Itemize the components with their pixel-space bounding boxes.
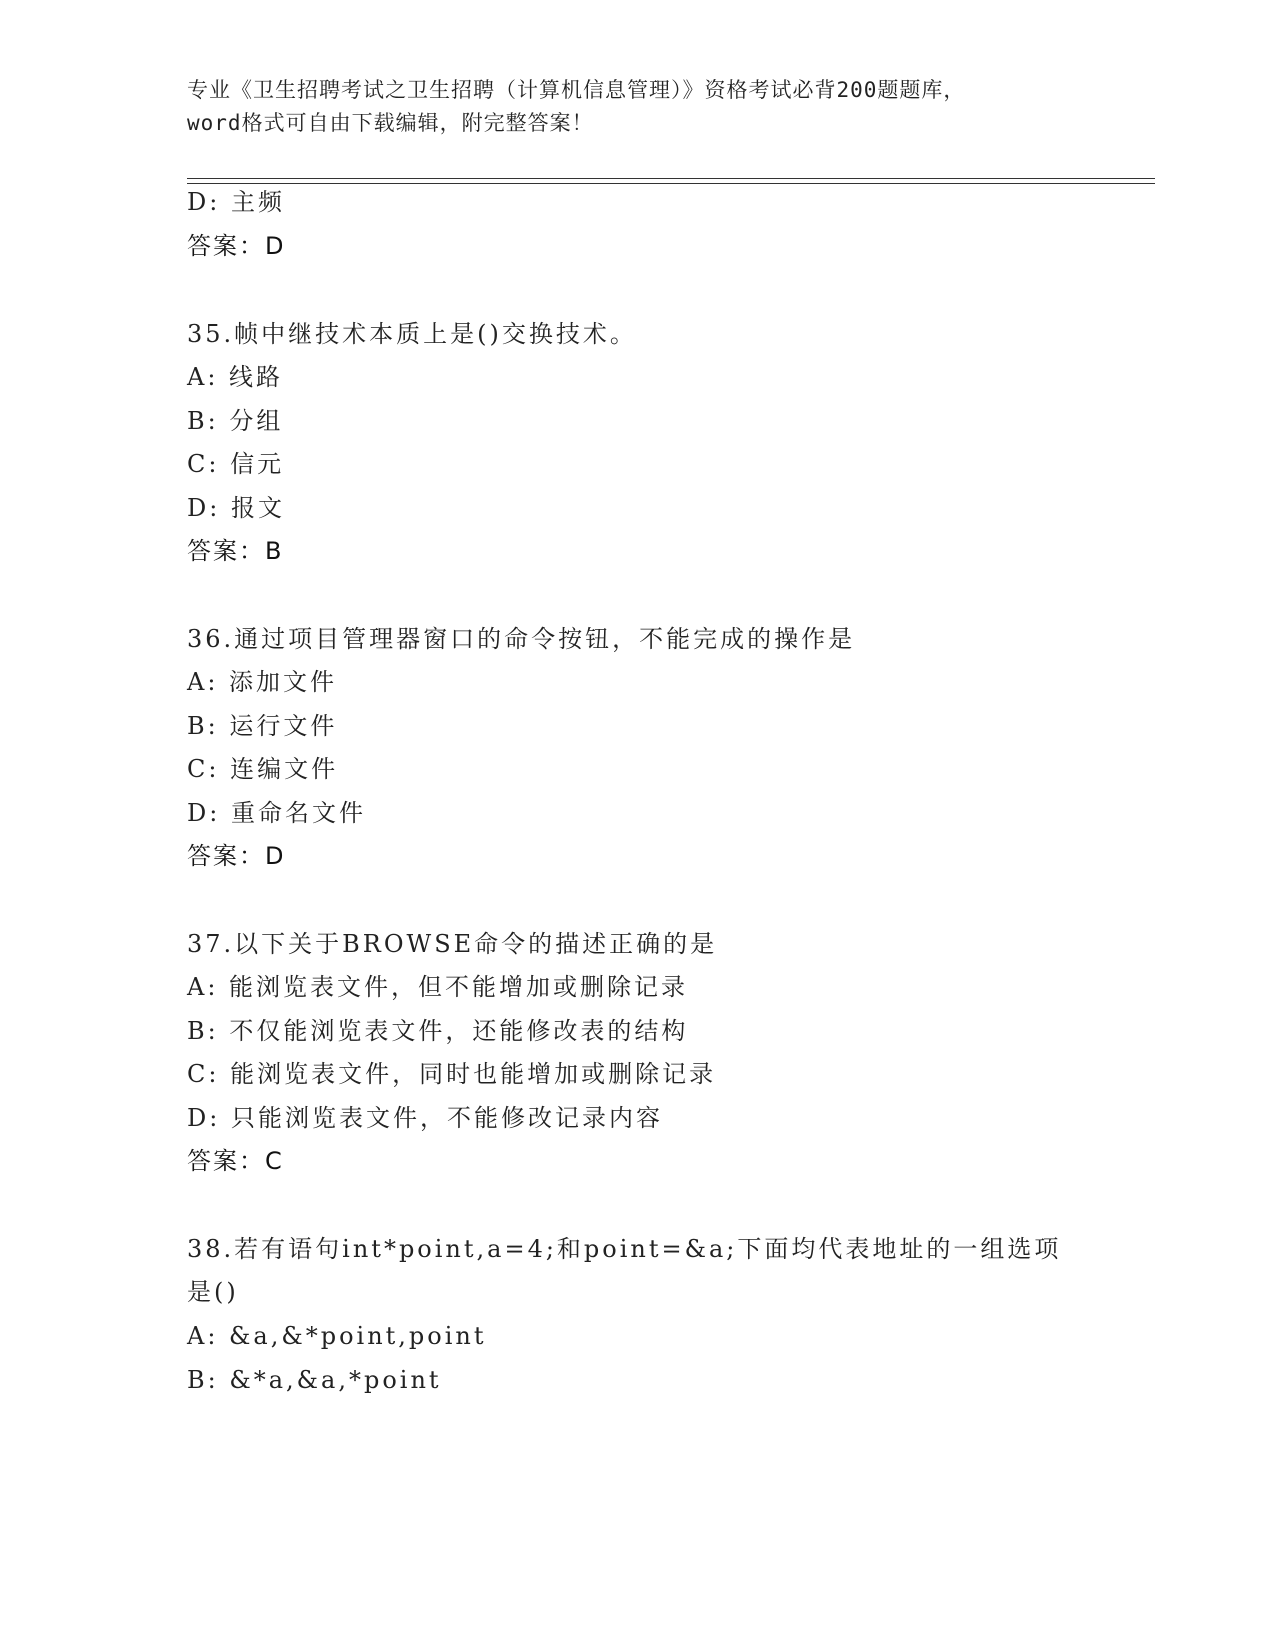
option-b: B: 运行文件 — [187, 712, 338, 740]
header-divider — [187, 178, 1155, 184]
answer: 答案：D — [187, 232, 286, 260]
question-stem: 35.帧中继技术本质上是()交换技术。 — [187, 320, 637, 348]
option-a: A: 线路 — [187, 363, 284, 391]
option-a: A: 能浏览表文件，但不能增加或删除记录 — [187, 973, 689, 1001]
question-stem-line-1: 38.若有语句int*point,a=4;和point=&a;下面均代表地址的一组选项 — [187, 1235, 1062, 1263]
option-b: B: 分组 — [187, 407, 284, 435]
question-stem: 36.通过项目管理器窗口的命令按钮，不能完成的操作是 — [187, 625, 856, 653]
option-d: D: 重命名文件 — [187, 799, 366, 827]
option-c: C: 连编文件 — [187, 755, 339, 783]
header-title-line-1: 专业《卫生招聘考试之卫生招聘（计算机信息管理）》资格考试必背200题题库， — [187, 78, 966, 102]
option-b: B: 不仅能浏览表文件，还能修改表的结构 — [187, 1017, 689, 1045]
option-d: D: 只能浏览表文件，不能修改记录内容 — [187, 1104, 663, 1132]
option-c: C: 信元 — [187, 450, 285, 478]
answer: 答案：B — [187, 537, 284, 565]
option-b: B: &*a,&a,*point — [187, 1366, 442, 1394]
option-a: A: 添加文件 — [187, 668, 338, 696]
document-header — [187, 74, 1087, 140]
answer: 答案：D — [187, 842, 286, 870]
question-stem-line-2: 是() — [187, 1278, 239, 1306]
option-c: C: 能浏览表文件，同时也能增加或删除记录 — [187, 1060, 717, 1088]
answer: 答案：C — [187, 1147, 284, 1175]
header-title-line-2: word格式可自由下载编辑，附完整答案！ — [187, 111, 594, 135]
option-a: A: &a,&*point,point — [187, 1322, 487, 1350]
option-d: D: 报文 — [187, 494, 285, 522]
option-d: D: 主频 — [187, 188, 285, 216]
question-stem: 37.以下关于BROWSE命令的描述正确的是 — [187, 930, 718, 958]
